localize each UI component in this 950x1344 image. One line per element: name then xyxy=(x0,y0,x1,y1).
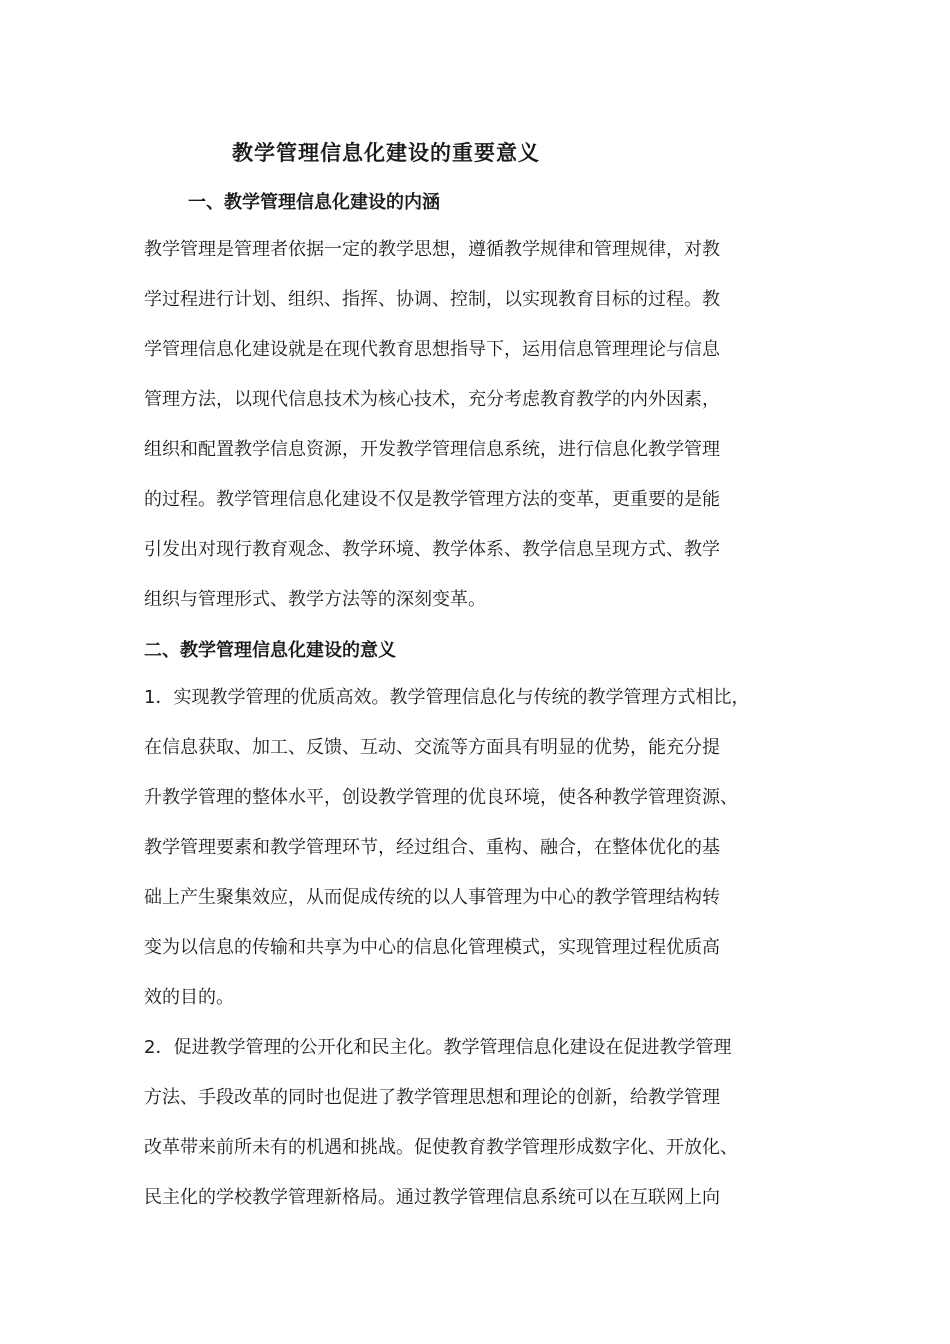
paragraph-line: 升教学管理的整体水平，创设教学管理的优良环境，使各种教学管理资源、 xyxy=(144,787,738,808)
paragraph-line: 的过程。教学管理信息化建设不仅是教学管理方法的变革，更重要的是能 xyxy=(144,489,720,510)
paragraph-line: 效的目的。 xyxy=(144,987,234,1008)
paragraph-line: 学过程进行计划、组织、指挥、协调、控制，以实现教育目标的过程。教 xyxy=(144,289,720,310)
paragraph-line: 组织与管理形式、教学方法等的深刻变革。 xyxy=(144,589,486,610)
paragraph-line: 组织和配置教学信息资源，开发教学管理信息系统，进行信息化教学管理 xyxy=(144,439,720,460)
paragraph-line: 教学管理是管理者依据一定的教学思想，遵循教学规律和管理规律，对教 xyxy=(144,239,720,260)
paragraph-line: 改革带来前所未有的机遇和挑战。促使教育教学管理形成数字化、开放化、 xyxy=(144,1137,738,1158)
section-heading-2: 二、教学管理信息化建设的意义 xyxy=(144,640,396,661)
paragraph-line: 在信息获取、加工、反馈、互动、交流等方面具有明显的优势，能充分提 xyxy=(144,737,720,758)
paragraph-line: 2．促进教学管理的公开化和民主化。教学管理信息化建设在促进教学管理 xyxy=(144,1037,732,1058)
paragraph-line: 民主化的学校教学管理新格局。通过教学管理信息系统可以在互联网上向 xyxy=(144,1187,720,1208)
paragraph-line: 变为以信息的传输和共享为中心的信息化管理模式，实现管理过程优质高 xyxy=(144,937,720,958)
section-heading-1: 一、教学管理信息化建设的内涵 xyxy=(188,192,440,213)
paragraph-line: 方法、手段改革的同时也促进了教学管理思想和理论的创新，给教学管理 xyxy=(144,1087,720,1108)
paragraph-line: 管理方法，以现代信息技术为核心技术，充分考虑教育教学的内外因素， xyxy=(144,389,720,410)
paragraph-line: 学管理信息化建设就是在现代教育思想指导下，运用信息管理理论与信息 xyxy=(144,339,720,360)
paragraph-line: 引发出对现行教育观念、教学环境、教学体系、教学信息呈现方式、教学 xyxy=(144,539,720,560)
paragraph-line: 教学管理要素和教学管理环节，经过组合、重构、融合，在整体优化的基 xyxy=(144,837,720,858)
paragraph-line: 础上产生聚集效应，从而促成传统的以人事管理为中心的教学管理结构转 xyxy=(144,887,720,908)
document-title: 教学管理信息化建设的重要意义 xyxy=(232,140,540,165)
paragraph-line: 1．实现教学管理的优质高效。教学管理信息化与传统的教学管理方式相比， xyxy=(144,687,750,708)
